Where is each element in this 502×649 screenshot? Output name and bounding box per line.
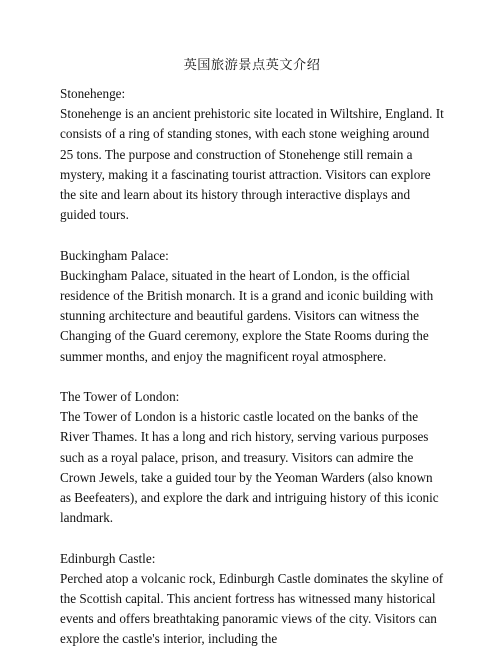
section-heading: The Tower of London: xyxy=(60,389,180,405)
section-buckingham-palace xyxy=(60,246,444,367)
section-edinburgh-castle xyxy=(60,549,444,649)
section-heading: Stonehenge: xyxy=(60,86,126,101)
section-body: Stonehenge is an ancient prehistoric site located in Wiltshire, England. It consists of a ring of standing stones, with each stone weighing around 25 tons. The purpose and construction of Stonehenge still remain a mystery, making it a fascinating tourist attraction. Visitors can explore the site and learn about its history through interactive displays and guided tours. xyxy=(60,106,444,223)
section-stonehenge xyxy=(60,84,444,225)
section-heading: Buckingham Palace: xyxy=(60,247,169,263)
section-tower-of-london xyxy=(60,387,444,528)
section-body: Perched atop a volcanic rock, Edinburgh Castle dominates the skyline of the Scottish capital. This ancient fortress has witnessed many historical events and offers breathtaking panoramic views of the city. Visitors can explore the castle's interior, including the xyxy=(60,570,444,647)
section-heading: Edinburgh Castle: xyxy=(60,550,156,566)
section-body: The Tower of London is a historic castle located on the banks of the River Thames. It has a long and rich history, serving various purposes such as a royal palace, prison, and treasury. Visitors can admire the Crown Jewels, take a guided tour by the Yeoman Warders (also known as Beefeaters), and explore the dark and intriguing history of this iconic landmark. xyxy=(60,409,439,526)
document-content xyxy=(60,56,444,649)
document-title: 英国旅游景点英文介绍 xyxy=(183,58,321,73)
section-body: Buckingham Palace, situated in the heart of London, is the official residence of the British monarch. It is a grand and iconic building with stunning architecture and beautiful gardens. Visitors can witness the Changing of the Guard ceremony, explore the State Rooms during the summer months, and enjoy the magnificent royal atmosphere. xyxy=(60,267,434,364)
